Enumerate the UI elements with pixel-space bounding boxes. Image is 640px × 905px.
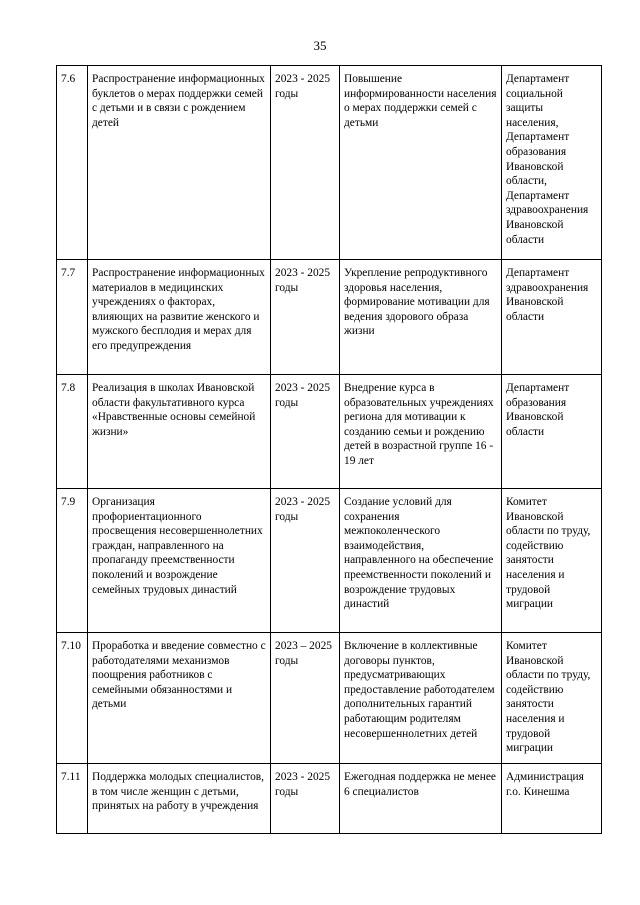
action-cell: Поддержка молодых специалистов, в том числе женщин с детьми, принятых на работу в учреждения — [88, 764, 271, 834]
action-cell: Распространение информационных материалов в медицинских учреждениях о факторах, влияющих на развитие женского и мужского бесплодия и мерах для его предупреждения — [88, 260, 271, 375]
action-cell: Реализация в школах Ивановской области факультативного курса «Нравственные основы семейной жизни» — [88, 375, 271, 489]
executor-cell: Комитет Ивановской области по труду, содействию занятости населения и трудовой миграции — [502, 489, 602, 633]
period-cell: 2023 - 2025 годы — [271, 764, 340, 834]
item-number: 7.7 — [57, 260, 88, 375]
executor-cell: Департамент социальной защиты населения, Департамент образования Ивановской области, Департамент здравоохранения Ивановской области — [502, 66, 602, 260]
table-row — [57, 489, 602, 633]
page-number: 35 — [313, 38, 327, 53]
result-cell: Укрепление репродуктивного здоровья населения, формирование мотивации для ведения здорового образа жизни — [340, 260, 502, 375]
table-row — [57, 764, 602, 834]
item-number: 7.10 — [57, 633, 88, 764]
table-row — [57, 375, 602, 489]
item-number: 7.6 — [57, 66, 88, 260]
period-cell: 2023 - 2025 годы — [271, 375, 340, 489]
result-cell: Создание условий для сохранения межпоколенческого взаимодействия, направленного на обеспечение преемственности поколений и возрождение трудовых династий — [340, 489, 502, 633]
period-cell: 2023 – 2025 годы — [271, 633, 340, 764]
period-cell: 2023 - 2025 годы — [271, 260, 340, 375]
table-row — [57, 260, 602, 375]
result-cell: Внедрение курса в образовательных учреждениях региона для мотивации к созданию семьи и рождению детей в возрастной группе 16 - 19 лет — [340, 375, 502, 489]
action-cell: Организация профориентационного просвещения несовершеннолетних граждан, направленного на пропаганду преемственности поколений и возрождение семейных трудовых династий — [88, 489, 271, 633]
executor-cell: Департамент здравоохранения Ивановской области — [502, 260, 602, 375]
executor-cell: Департамент образования Ивановской области — [502, 375, 602, 489]
item-number: 7.8 — [57, 375, 88, 489]
result-cell: Ежегодная поддержка не менее 6 специалистов — [340, 764, 502, 834]
executor-cell: Администрация г.о. Кинешма — [502, 764, 602, 834]
item-number: 7.11 — [57, 764, 88, 834]
period-cell: 2023 - 2025 годы — [271, 489, 340, 633]
action-cell: Проработка и введение совместно с работодателями механизмов поощрения работников с семейными обязанностями и детьми — [88, 633, 271, 764]
result-cell: Повышение информированности населения о мерах поддержки семей с детьми — [340, 66, 502, 260]
period-cell: 2023 - 2025 годы — [271, 66, 340, 260]
action-plan-table — [56, 65, 602, 834]
action-cell: Распространение информационных буклетов о мерах поддержки семей с детьми и в связи с рождением детей — [88, 66, 271, 260]
item-number: 7.9 — [57, 489, 88, 633]
executor-cell: Комитет Ивановской области по труду, содействию занятости населения и трудовой миграции — [502, 633, 602, 764]
table-row — [57, 633, 602, 764]
result-cell: Включение в коллективные договоры пунктов, предусматривающих предоставление работодателем дополнительных гарантий работающим родителям несовершеннолетних детей — [340, 633, 502, 764]
table-row — [57, 66, 602, 260]
